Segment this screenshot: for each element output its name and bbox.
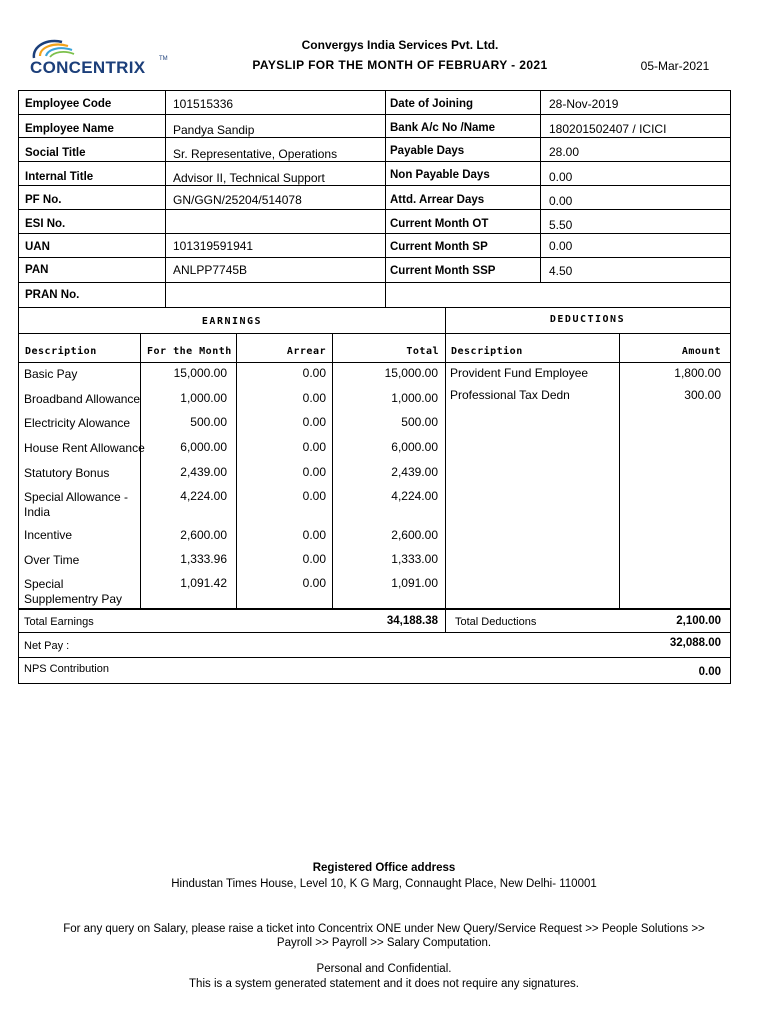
label-payable-days: Payable Days [390,145,465,157]
label-pan: PAN [25,264,49,276]
label-employee-code: Employee Code [25,98,112,110]
value-current-month-ssp: 4.50 [549,264,573,278]
query-line-2: Payroll >> Payroll >> Salary Computation. [276,937,492,949]
value-bank-account: 180201502407 / ICICI [549,122,667,136]
payslip-title: PAYSLIP FOR THE MONTH OF FEBRUARY - 2021 [252,58,548,72]
label-pf-no: PF No. [25,194,62,206]
confidential-note: Personal and Confidential. [316,963,452,975]
label-current-month-ssp: Current Month SSP [390,265,496,277]
value-date-of-joining: 28-Nov-2019 [549,97,619,111]
system-generated-note: This is a system generated statement and it does not require any signatures. [189,978,579,990]
value-current-month-ot: 5.50 [549,218,573,232]
col-for-the-month: For the Month [147,346,232,357]
col-deduction-description: Description [451,346,523,357]
nps-row [18,658,731,684]
label-bank-account: Bank A/c No /Name [390,122,496,134]
label-social-title: Social Title [25,147,86,159]
net-pay-row [18,633,731,658]
value-uan: 101319591941 [173,239,254,253]
value-social-title: Sr. Representative, Operations [173,147,338,161]
label-pran-no: PRAN No. [25,289,80,301]
label-non-payable-days: Non Payable Days [390,169,490,181]
nps-label: NPS Contribution [24,663,109,675]
net-pay-value: 32,088.00 [669,637,721,649]
employee-info-table [18,90,731,308]
label-uan: UAN [25,241,50,253]
concentrix-logo [28,36,178,78]
nps-value: 0.00 [698,666,721,678]
label-date-of-joining: Date of Joining [390,98,474,110]
value-pf-no: GN/GGN/25204/514078 [173,193,302,207]
earnings-heading: EARNINGS [201,316,263,327]
label-internal-title: Internal Title [25,171,94,183]
label-esi-no: ESI No. [25,218,66,230]
logo-trademark: TM [159,56,168,62]
total-deductions-label: Total Deductions [455,616,537,628]
total-earnings-label: Total Earnings [24,616,94,628]
logo-text: CONCENTRIX [30,58,146,77]
earnings-deductions-table: EARNINGS DEDUCTIONS Description For the Month Arrear Total Description Amount Basic Pay 15,000.00 0.00 15,000.00 Broadband Allowance 1,000.00 0.00 1,000.00 Electricity Alowance 500.00 0.00 500.00 House Rent Allowance 6,000.00 0.00 6,000.00 Statutory Bonus 2,439.00 0.00 2,439.00 Special Allowance - India 4,224.00 0.00 4,224.00 Incentive 2,600.00 0.00 2,600.00 Over Time 1,333.96 0.00 1,333.00 Special Supplementry Pay 1,091.42 0.00 1,091.00 Provident Fund Employee 1,800.00 Professional Tax Dedn 300.00 [18,308,731,609]
value-internal-title: Advisor II, Technical Support [173,171,325,185]
total-deductions-value: 2,100.00 [676,615,721,627]
label-current-month-sp: Current Month SP [390,241,488,253]
col-arrear: Arrear [286,346,326,357]
label-current-month-ot: Current Month OT [390,218,489,230]
label-employee-name: Employee Name [25,123,114,135]
col-total: Total [406,346,439,357]
value-attd-arrear-days: 0.00 [549,194,573,208]
query-line-1: For any query on Salary, please raise a ticket into Concentrix ONE under New Query/Service Request >> People Solutions >> [63,923,705,935]
col-description: Description [25,346,97,357]
office-title: Registered Office address [312,862,456,874]
value-employee-code: 101515336 [173,97,234,111]
office-address: Hindustan Times House, Level 10, K G Marg, Connaught Place, New Delhi- 110001 [171,878,597,890]
value-current-month-sp: 0.00 [549,239,573,253]
deductions-heading: DEDUCTIONS [549,314,626,325]
value-non-payable-days: 0.00 [549,170,573,184]
total-earnings-value: 34,188.38 [386,615,438,627]
col-amount: Amount [681,346,721,357]
value-pan: ANLPP7745B [173,263,248,277]
totals-row [18,609,731,633]
value-payable-days: 28.00 [549,145,580,159]
value-employee-name: Pandya Sandip [173,123,255,137]
company-name: Convergys India Services Pvt. Ltd. [301,38,499,52]
payslip-date: 05-Mar-2021 [640,59,710,73]
label-attd-arrear-days: Attd. Arrear Days [390,194,485,206]
net-pay-label: Net Pay : [24,640,70,652]
